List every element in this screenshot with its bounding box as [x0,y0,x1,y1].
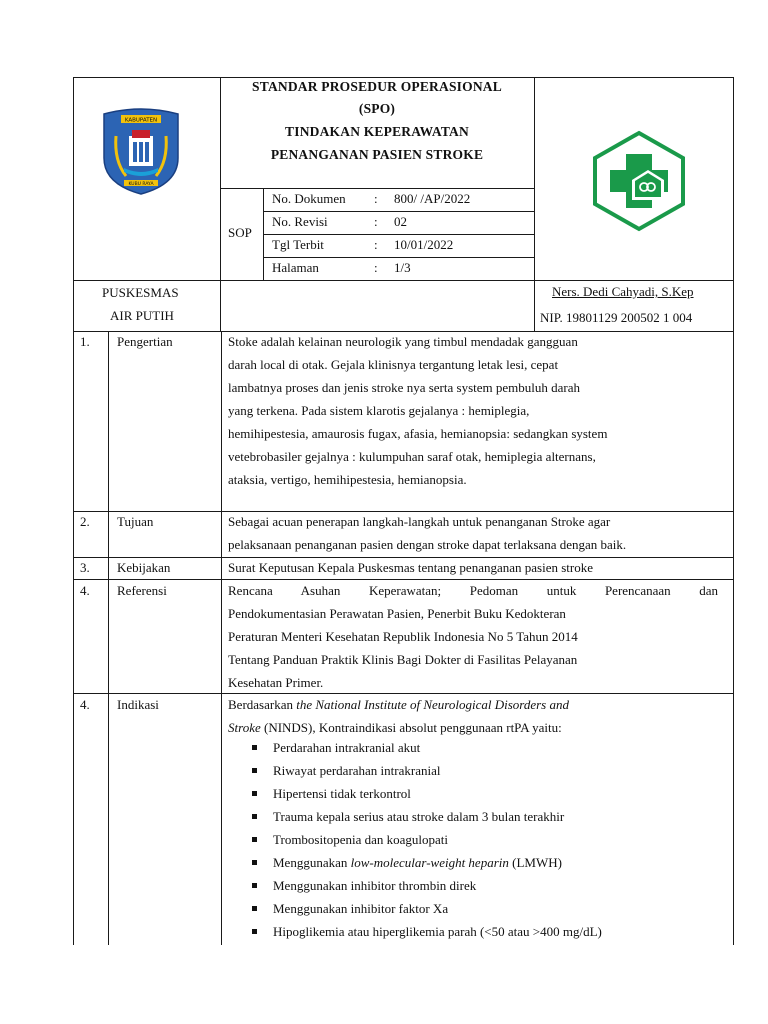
field-sep: : [374,214,378,229]
field-sep: : [374,260,378,275]
section-label: Referensi [117,583,167,598]
intro-text: (NINDS), Kontraindikasi absolut penggunaan rtPA yaitu: [260,720,562,735]
list-item: Trauma kepala serius atau stroke dalam 3 bulan terakhir [250,809,602,832]
list-item: Riwayat perdarahan intrakranial [250,763,602,786]
title-line-3: TINDAKAN KEPERAWATAN [285,124,469,139]
section-text-line: lambatnya proses dan jenis stroke nya serta system pembuluh darah [228,380,580,395]
intro-text: Berdasarkan [228,697,297,712]
section-text-line: darah local di otak. Gejala klinisnya tergantung letak lesi, cepat [228,357,559,372]
section-text-line: Sebagai acuan penerapan langkah-langkah untuk penanganan Stroke agar [228,514,611,529]
title-line-2: (SPO) [358,101,396,116]
section-text-line: Tentang Panduan Praktik Klinis Bagi Dokter di Fasilitas Pelayanan [228,652,578,667]
section-number: 3. [80,560,90,575]
list-item-italic-text: low-molecular-weight heparin [350,855,509,870]
section-text-line: ataksia, vertigo, hemihipestesia, hemianopsia. [228,472,467,487]
list-item: Perdarahan intrakranial akut [250,740,602,763]
indikasi-intro-line-2 [228,720,562,736]
intro-italic-text: Stroke [228,720,261,735]
section-text-line: Rencana Asuhan Keperawatan; Pedoman untuk Perencanaan dan [228,583,718,598]
title-line-4: PENANGANAN PASIEN STROKE [270,147,484,162]
field-sep: : [374,191,378,206]
field-label-tgl-terbit: Tgl Terbit [272,237,324,252]
list-item-text: Menggunakan [273,855,351,870]
section-label: Tujuan [117,514,154,529]
list-item: Menggunakan inhibitor faktor Xa [250,901,602,924]
field-value-tgl-terbit: 10/01/2022 [394,237,454,252]
section-number: 4. [80,583,90,598]
field-value-no-dokumen: 800/ /AP/2022 [394,191,471,206]
section-number: 2. [80,514,90,529]
indikasi-intro-line-1 [228,697,569,713]
signer-nip: NIP. 19801129 200502 1 004 [540,310,693,325]
list-item [250,855,602,878]
list-item: Hipoglikemia atau hiperglikemia parah (<50 atau >400 mg/dL) [250,924,602,947]
list-item: Menggunakan inhibitor thrombin direk [250,878,602,901]
svg-text:KUBU RAYA: KUBU RAYA [128,182,154,187]
section-text-line: pelaksanaan penanganan pasien dengan stroke dapat terlaksana dengan baik. [228,537,627,552]
section-text-line: Kesehatan Primer. [228,675,324,690]
field-value-halaman: 1/3 [394,260,411,275]
list-item-text: (LMWH) [508,855,562,870]
section-text-line: Pendokumentasian Perawatan Pasien, Penerbit Buku Kedokteran [228,606,566,621]
field-label-no-revisi: No. Revisi [272,214,328,229]
intro-italic-text: the National Institute of Neurological Disorders and [296,697,569,712]
section-text-line: Peraturan Menteri Kesehatan Republik Indonesia No 5 Tahun 2014 [228,629,578,644]
puskesmas-logo [588,130,690,232]
field-label-no-dokumen: No. Dokumen [272,191,346,206]
contraindication-list [250,740,602,947]
section-label: Kebijakan [117,560,171,575]
sop-label: SOP [228,225,252,240]
field-label-halaman: Halaman [272,260,319,275]
section-label: Pengertian [117,334,173,349]
field-sep: : [374,237,378,252]
section-text-line: Stoke adalah kelainan neurologik yang timbul mendadak gangguan [228,334,578,349]
list-item: Hipertensi tidak terkontrol [250,786,602,809]
signer-name: Ners. Dedi Cahyadi, S.Kep [552,284,694,299]
list-item: Trombositopenia dan koagulopati [250,832,602,855]
org-name-line-1: PUSKESMAS [102,285,179,300]
section-number: 4. [80,697,90,712]
kubu-raya-crest-logo [96,106,186,196]
org-name-line-2: AIR PUTIH [110,308,174,323]
section-text-line: yang terkena. Pada sistem klarotis gejalanya : hemiplegia, [228,403,530,418]
section-number: 1. [80,334,90,349]
field-value-no-revisi: 02 [394,214,407,229]
svg-text:KABUPATEN: KABUPATEN [124,117,158,124]
title-line-1: STANDAR PROSEDUR OPERASIONAL [252,79,502,94]
section-text-line: vetebrobasiler gejalnya : kulumpuhan saraf otak, hemiplegia alternans, [228,449,596,464]
section-label: Indikasi [117,697,159,712]
section-text-line: Surat Keputusan Kepala Puskesmas tentang penanganan pasien stroke [228,560,593,575]
section-text-line: hemihipestesia, amaurosis fugax, afasia, hemianopsia: sedangkan system [228,426,608,441]
